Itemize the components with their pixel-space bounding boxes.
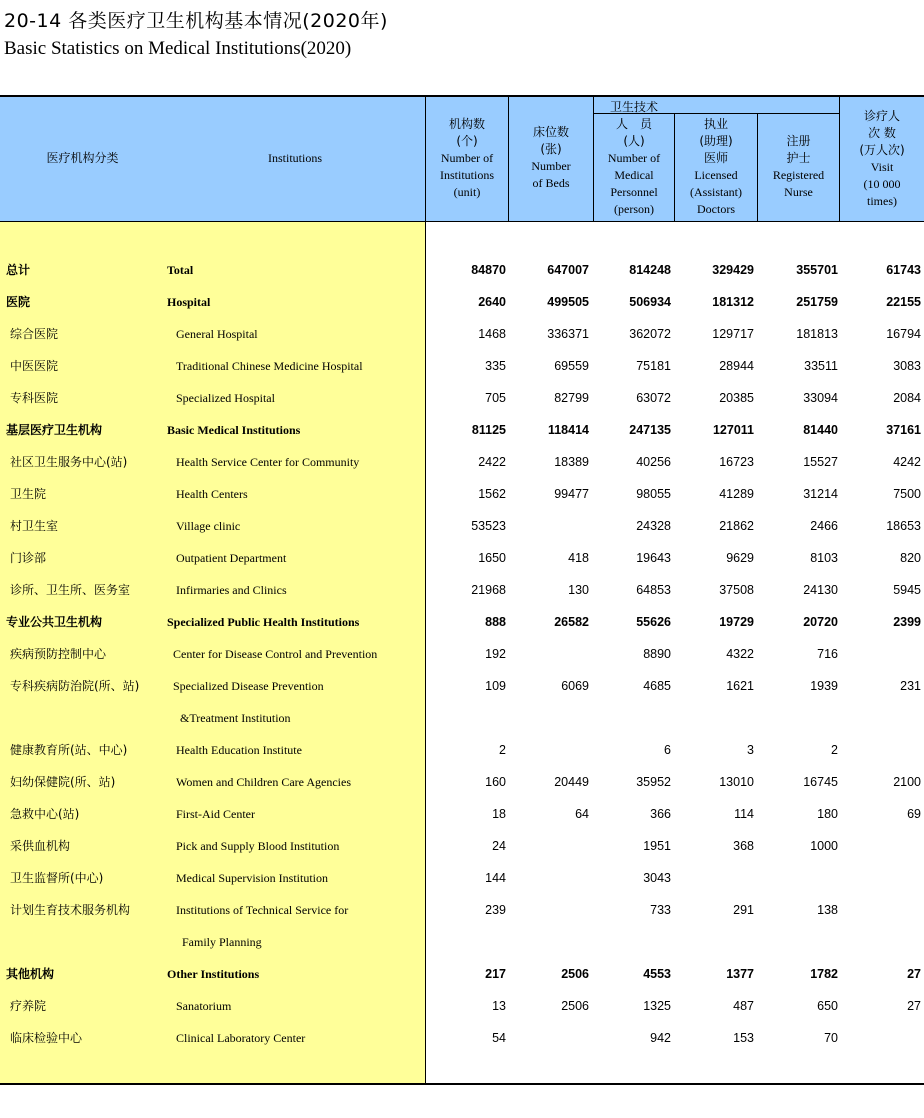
personnel-value: 64853 <box>636 583 671 597</box>
doctors-value: 291 <box>733 903 754 917</box>
personnel-value: 362072 <box>629 327 671 341</box>
doctors-value: 3 <box>747 743 754 757</box>
row-label-en: Infirmaries and Clinics <box>176 583 287 597</box>
row-label-cn: 其他机构 <box>6 967 55 981</box>
doctors-value: 1377 <box>726 967 754 981</box>
row-label-en: Hospital <box>167 295 211 309</box>
doctors-value: 9629 <box>726 551 754 565</box>
institutions-value: 192 <box>485 647 506 661</box>
nurse-value: 15527 <box>803 455 838 469</box>
visit-value: 37161 <box>886 423 921 437</box>
table-row <box>0 734 924 766</box>
beds-value: 499505 <box>547 295 589 309</box>
institutions-value: 239 <box>485 903 506 917</box>
institutions-value: 21968 <box>471 583 506 597</box>
visit-value: 820 <box>900 551 921 565</box>
row-label-cn: 专业公共卫生机构 <box>6 615 103 629</box>
row-label-en: Outpatient Department <box>176 551 287 565</box>
nurse-value: 1000 <box>810 839 838 853</box>
beds-value: 20449 <box>554 775 589 789</box>
visit-value: 3083 <box>893 359 921 373</box>
nurse-value: 33094 <box>803 391 838 405</box>
header-institutions: 机构数 (个) Number of Institutions (unit) <box>439 117 494 199</box>
personnel-value: 733 <box>650 903 671 917</box>
doctors-value: 20385 <box>719 391 754 405</box>
table-title-en: Basic Statistics on Medical Institutions(2020) <box>4 38 352 59</box>
personnel-value: 814248 <box>629 263 671 277</box>
visit-value: 69 <box>907 807 921 821</box>
doctors-value: 37508 <box>719 583 754 597</box>
row-label-cn: 急救中心(站) <box>10 807 80 821</box>
doctors-value: 487 <box>733 999 754 1013</box>
institutions-value: 84870 <box>471 263 506 277</box>
row-label-en: Women and Children Care Agencies <box>176 775 351 789</box>
table-row <box>0 798 924 830</box>
personnel-value: 1951 <box>643 839 671 853</box>
nurse-value: 716 <box>817 647 838 661</box>
personnel-value: 75181 <box>636 359 671 373</box>
visit-value: 27 <box>907 967 921 981</box>
nurse-value: 181813 <box>796 327 838 341</box>
table-row <box>0 766 924 798</box>
personnel-value: 63072 <box>636 391 671 405</box>
row-label-en: First-Aid Center <box>176 807 255 821</box>
row-label-en: Specialized Hospital <box>176 391 275 405</box>
table-row <box>0 286 924 318</box>
nurse-value: 251759 <box>796 295 838 309</box>
institutions-value: 2 <box>499 743 506 757</box>
header-visit: 诊疗人 次 数 (万人次) Visit (10 000 times) <box>859 109 905 208</box>
beds-value: 99477 <box>554 487 589 501</box>
nurse-value: 8103 <box>810 551 838 565</box>
row-label-cn: 临床检验中心 <box>10 1031 83 1045</box>
table-row <box>0 990 924 1022</box>
nurse-value: 355701 <box>796 263 838 277</box>
header-nurse: 注册 护士 Registered Nurse <box>772 134 825 199</box>
institutions-value: 1650 <box>478 551 506 565</box>
personnel-value: 8890 <box>643 647 671 661</box>
beds-value: 69559 <box>554 359 589 373</box>
personnel-value: 19643 <box>636 551 671 565</box>
row-label-cn: 综合医院 <box>10 327 59 341</box>
nurse-value: 70 <box>824 1031 838 1045</box>
row-label-en: Other Institutions <box>167 967 260 981</box>
visit-value: 4242 <box>893 455 921 469</box>
institutions-value: 1562 <box>478 487 506 501</box>
beds-value: 18389 <box>554 455 589 469</box>
table-row <box>0 350 924 382</box>
doctors-value: 127011 <box>712 423 754 437</box>
row-label-cn: 总计 <box>6 263 31 277</box>
doctors-value: 329429 <box>712 263 754 277</box>
personnel-value: 55626 <box>636 615 671 629</box>
table-top-rule <box>0 95 924 97</box>
table-row <box>0 670 924 702</box>
doctors-value: 1621 <box>726 679 754 693</box>
institutions-value: 109 <box>485 679 506 693</box>
doctors-value: 16723 <box>719 455 754 469</box>
visit-value: 2100 <box>893 775 921 789</box>
row-label-en: Clinical Laboratory Center <box>176 1031 306 1045</box>
personnel-value: 35952 <box>636 775 671 789</box>
personnel-value: 40256 <box>636 455 671 469</box>
table-row <box>0 318 924 350</box>
doctors-value: 181312 <box>712 295 754 309</box>
personnel-value: 4553 <box>643 967 671 981</box>
table-row <box>0 926 924 958</box>
beds-value: 118414 <box>547 423 589 437</box>
row-label-en: Institutions of Technical Service for <box>176 903 349 917</box>
row-label-en: Village clinic <box>176 519 241 533</box>
header-category-cn: 医疗机构分类 <box>46 151 119 165</box>
nurse-value: 24130 <box>803 583 838 597</box>
doctors-value: 19729 <box>719 615 754 629</box>
doctors-value: 129717 <box>712 327 754 341</box>
visit-value: 2399 <box>893 615 921 629</box>
beds-value: 336371 <box>547 327 589 341</box>
personnel-value: 4685 <box>643 679 671 693</box>
nurse-value: 138 <box>817 903 838 917</box>
row-label-cn: 计划生育技术服务机构 <box>10 903 131 917</box>
doctors-value: 114 <box>734 807 754 821</box>
table-row <box>0 254 924 286</box>
table-row <box>0 862 924 894</box>
nurse-value: 81440 <box>803 423 838 437</box>
nurse-value: 16745 <box>803 775 838 789</box>
personnel-value: 366 <box>650 807 671 821</box>
row-label-cn: 诊所、卫生所、医务室 <box>10 583 131 597</box>
row-label-cn: 疾病预防控制中心 <box>10 647 107 661</box>
header-beds: 床位数 (张) Number of Beds <box>531 125 571 190</box>
beds-value: 130 <box>568 583 589 597</box>
row-label-en: Pick and Supply Blood Institution <box>176 839 340 853</box>
row-label-en: Specialized Public Health Institutions <box>167 615 360 629</box>
institutions-value: 81125 <box>471 423 506 437</box>
row-label-en: Family Planning <box>182 935 262 949</box>
row-label-en: Medical Supervision Institution <box>176 871 328 885</box>
visit-value: 7500 <box>893 487 921 501</box>
table-row <box>0 446 924 478</box>
beds-value: 2506 <box>561 967 589 981</box>
row-label-en: Traditional Chinese Medicine Hospital <box>176 359 363 373</box>
doctors-value: 21862 <box>719 519 754 533</box>
nurse-value: 33511 <box>804 359 838 373</box>
table-row <box>0 638 924 670</box>
row-label-en: Specialized Disease Prevention <box>173 679 324 693</box>
row-label-cn: 采供血机构 <box>10 839 71 853</box>
header-personnel: 卫生技术 人 员 (人) Number of Medical Personnel (person) <box>607 100 661 216</box>
header-category-en: Institutions <box>267 151 322 165</box>
table-row <box>0 382 924 414</box>
table-row <box>0 510 924 542</box>
row-label-cn: 疗养院 <box>10 999 47 1013</box>
institutions-value: 18 <box>492 807 506 821</box>
institutions-value: 24 <box>492 839 506 853</box>
table-row <box>0 606 924 638</box>
beds-value: 418 <box>568 551 589 565</box>
visit-value: 5945 <box>893 583 921 597</box>
personnel-value: 98055 <box>636 487 671 501</box>
institutions-value: 2640 <box>478 295 506 309</box>
nurse-value: 650 <box>817 999 838 1013</box>
beds-value: 26582 <box>554 615 589 629</box>
table-row <box>0 574 924 606</box>
row-label-en: Basic Medical Institutions <box>167 423 301 437</box>
institutions-value: 160 <box>485 775 506 789</box>
header-bottom-rule <box>0 221 924 222</box>
row-label-cn: 门诊部 <box>10 551 47 565</box>
row-label-en: Sanatorium <box>176 999 232 1013</box>
beds-value: 6069 <box>561 679 589 693</box>
doctors-value: 41289 <box>719 487 754 501</box>
table-bottom-rule <box>0 1083 924 1085</box>
institutions-value: 13 <box>492 999 506 1013</box>
beds-value: 82799 <box>554 391 589 405</box>
row-label-cn: 基层医疗卫生机构 <box>6 423 103 437</box>
visit-value: 2084 <box>893 391 921 405</box>
personnel-value: 247135 <box>629 423 671 437</box>
nurse-value: 1939 <box>810 679 838 693</box>
row-label-en: &Treatment Institution <box>180 711 291 725</box>
row-label-en: Total <box>167 263 194 277</box>
visit-value: 22155 <box>886 295 921 309</box>
table-title-cn: 20-14 各类医疗卫生机构基本情况(2020年) <box>4 10 388 32</box>
visit-value: 18653 <box>886 519 921 533</box>
row-label-cn: 专科医院 <box>10 391 59 405</box>
table-row <box>0 894 924 926</box>
personnel-value: 1325 <box>643 999 671 1013</box>
personnel-value: 942 <box>650 1031 671 1045</box>
table-row <box>0 542 924 574</box>
table-row <box>0 1022 924 1054</box>
visit-value: 16794 <box>886 327 921 341</box>
personnel-value: 3043 <box>643 871 671 885</box>
nurse-value: 2466 <box>810 519 838 533</box>
beds-value: 2506 <box>561 999 589 1013</box>
row-label-cn: 村卫生室 <box>10 519 59 533</box>
personnel-value: 506934 <box>629 295 671 309</box>
nurse-value: 31214 <box>803 487 838 501</box>
row-label-cn: 卫生院 <box>10 487 47 501</box>
doctors-value: 368 <box>733 839 754 853</box>
visit-value: 231 <box>900 679 921 693</box>
row-label-cn: 社区卫生服务中心(站) <box>10 455 128 469</box>
beds-value: 64 <box>575 807 589 821</box>
row-label-cn: 健康教育所(站、中心) <box>10 743 128 757</box>
row-label-en: Health Education Institute <box>176 743 302 757</box>
nurse-value: 180 <box>817 807 838 821</box>
header-doctors: 执业 (助理) 医师 Licensed (Assistant) Doctors <box>690 117 742 216</box>
row-label-en: Center for Disease Control and Prevention <box>173 647 378 661</box>
institutions-value: 53523 <box>471 519 506 533</box>
doctors-value: 153 <box>733 1031 754 1045</box>
institutions-value: 888 <box>485 615 506 629</box>
institutions-value: 335 <box>485 359 506 373</box>
table-row <box>0 830 924 862</box>
table-row <box>0 414 924 446</box>
row-label-cn: 医院 <box>6 295 31 309</box>
personnel-value: 6 <box>664 743 671 757</box>
visit-value: 61743 <box>886 263 921 277</box>
row-label-en: Health Service Center for Community <box>176 455 360 469</box>
personnel-value: 24328 <box>636 519 671 533</box>
table-row <box>0 958 924 990</box>
row-label-en: Health Centers <box>176 487 248 501</box>
doctors-value: 4322 <box>726 647 754 661</box>
doctors-value: 13010 <box>719 775 754 789</box>
institutions-value: 705 <box>485 391 506 405</box>
row-label-cn: 卫生监督所(中心) <box>10 871 104 885</box>
nurse-value: 1782 <box>810 967 838 981</box>
row-label-cn: 妇幼保健院(所、站) <box>10 775 116 789</box>
institutions-value: 217 <box>485 967 506 981</box>
row-label-cn: 专科疾病防治院(所、站) <box>10 679 140 693</box>
institutions-value: 2422 <box>478 455 506 469</box>
institutions-value: 144 <box>485 871 506 885</box>
visit-value: 27 <box>907 999 921 1013</box>
table-row <box>0 702 924 734</box>
institutions-value: 54 <box>492 1031 506 1045</box>
nurse-value: 20720 <box>803 615 838 629</box>
table-row <box>0 478 924 510</box>
institutions-value: 1468 <box>478 327 506 341</box>
beds-value: 647007 <box>547 263 589 277</box>
doctors-value: 28944 <box>719 359 754 373</box>
nurse-value: 2 <box>831 743 838 757</box>
row-label-cn: 中医医院 <box>10 359 59 373</box>
row-label-en: General Hospital <box>176 327 258 341</box>
